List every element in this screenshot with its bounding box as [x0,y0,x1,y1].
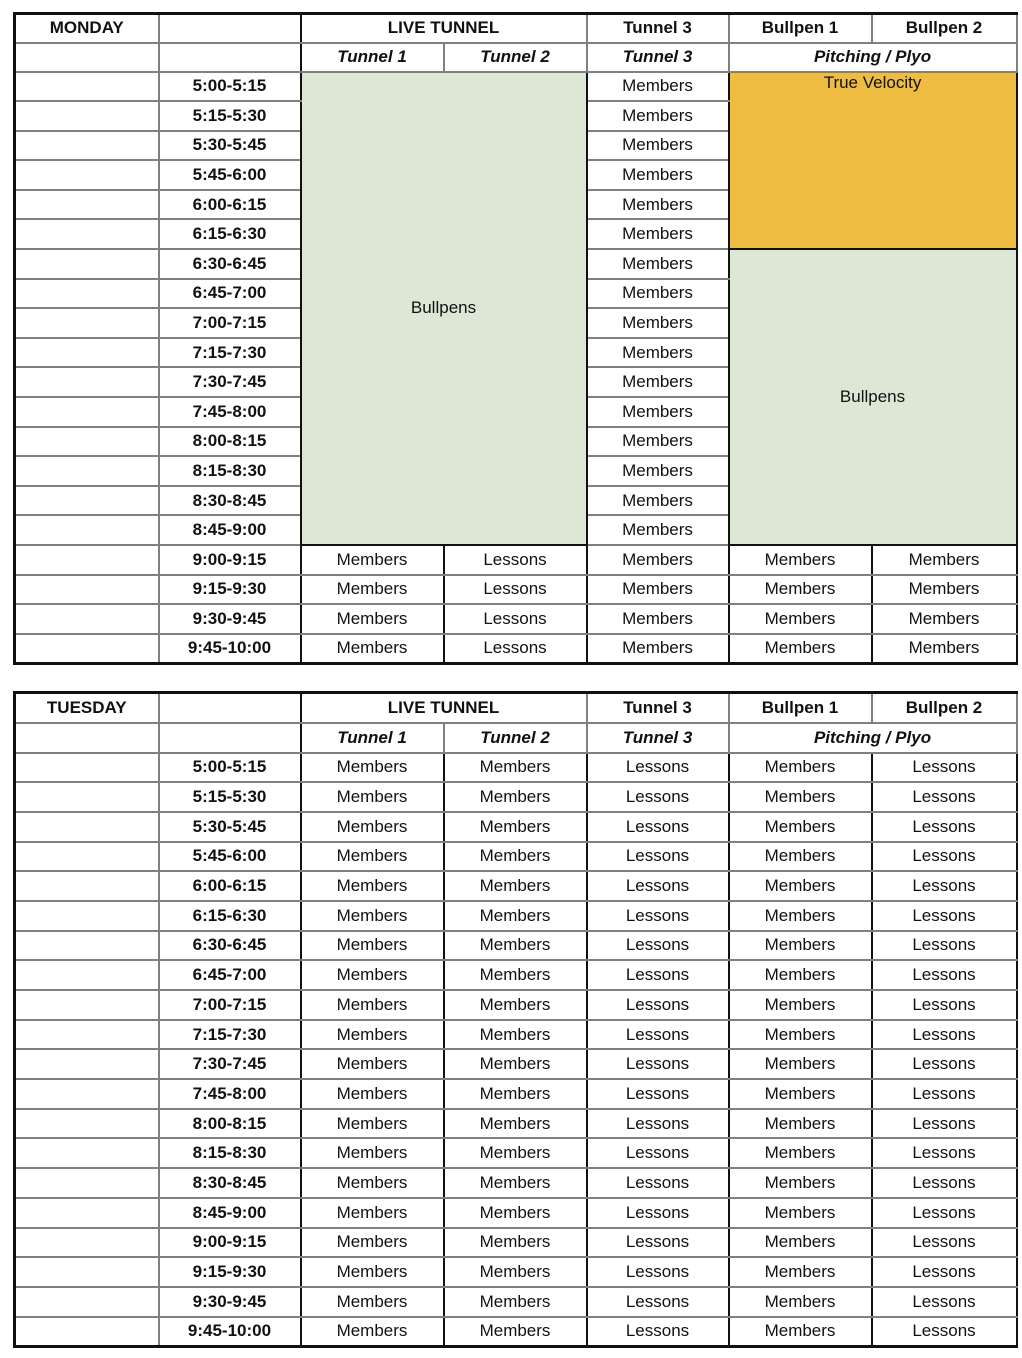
tunnel3-cell: Members [587,634,729,664]
tunnel1-cell: Members [301,1020,444,1050]
tunnel3-cell: Lessons [587,1317,729,1347]
table-row [15,634,1017,664]
time-slot: 8:30-8:45 [159,1168,301,1198]
empty-cell [15,427,159,457]
time-slot: 9:30-9:45 [159,604,301,634]
bullpen2-cell: Lessons [872,1109,1017,1139]
tunnel3-cell: Members [587,545,729,575]
pitching-bullpens-block: Bullpens [729,249,1017,545]
bullpen1-cell: Members [729,871,872,901]
bullpen2-cell: Lessons [872,871,1017,901]
day-label: TUESDAY [15,693,159,723]
tunnel2-cell: Members [444,1109,587,1139]
time-slot: 7:00-7:15 [159,308,301,338]
empty-cell [15,219,159,249]
time-slot: 8:00-8:15 [159,1109,301,1139]
bullpen1-cell: Members [729,901,872,931]
bullpen2-cell: Lessons [872,990,1017,1020]
tunnel3-cell: Lessons [587,990,729,1020]
table-row [15,604,1017,634]
bullpen1-cell: Members [729,545,872,575]
bullpen2-cell: Lessons [872,1198,1017,1228]
empty-sub [15,43,159,72]
time-slot: 9:30-9:45 [159,1287,301,1317]
table-row [15,1079,1017,1109]
tunnel3-cell: Lessons [587,753,729,783]
tunnel2-cell: Members [444,1079,587,1109]
empty-cell [15,101,159,131]
time-slot: 8:00-8:15 [159,427,301,457]
tunnel3-cell: Members [587,575,729,605]
tunnel3-cell: Members [587,308,729,338]
header-live-tunnel: LIVE TUNNEL [301,693,587,723]
time-slot: 7:30-7:45 [159,1049,301,1079]
tunnel1-cell: Members [301,990,444,1020]
time-slot: 7:15-7:30 [159,1020,301,1050]
tunnel2-cell: Members [444,1228,587,1258]
tunnel1-cell: Members [301,871,444,901]
empty-cell [15,1198,159,1228]
bullpen1-cell: Members [729,575,872,605]
tunnel2-cell: Members [444,782,587,812]
tunnel3-cell: Lessons [587,1049,729,1079]
table-row [15,871,1017,901]
table-row [15,901,1017,931]
tunnel2-cell: Lessons [444,545,587,575]
header-bullpen1: Bullpen 1 [729,693,872,723]
bullpen2-cell: Lessons [872,1257,1017,1287]
bullpen1-cell: Members [729,1109,872,1139]
sub-tunnel3: Tunnel 3 [587,43,729,72]
tunnel3-cell: Lessons [587,871,729,901]
table-row [15,1198,1017,1228]
tunnel3-cell: Lessons [587,931,729,961]
tunnel1-cell: Members [301,782,444,812]
tunnel3-cell: Lessons [587,901,729,931]
header-live-tunnel: LIVE TUNNEL [301,14,587,43]
time-slot: 5:00-5:15 [159,72,301,102]
bullpen1-cell: Members [729,634,872,664]
tunnel1-cell: Members [301,634,444,664]
sub-tunnel1: Tunnel 1 [301,43,444,72]
bullpen2-cell: Lessons [872,1020,1017,1050]
empty-cell [15,604,159,634]
empty-cell [15,634,159,664]
table-row [15,1257,1017,1287]
tunnel1-cell: Members [301,1228,444,1258]
bullpen1-cell: Members [729,1228,872,1258]
table-row [15,782,1017,812]
time-slot: 6:15-6:30 [159,219,301,249]
bullpen1-cell: Members [729,842,872,872]
tunnel2-cell: Members [444,1257,587,1287]
tunnel2-cell: Members [444,871,587,901]
sub-tunnel3: Tunnel 3 [587,723,729,753]
time-slot: 8:45-9:00 [159,515,301,545]
tunnel1-cell: Members [301,575,444,605]
time-slot: 6:00-6:15 [159,871,301,901]
time-slot: 9:00-9:15 [159,545,301,575]
tunnel3-cell: Members [587,101,729,131]
tunnel3-cell: Members [587,131,729,161]
tunnel2-cell: Members [444,1168,587,1198]
table-row [15,1020,1017,1050]
tunnel2-cell: Members [444,990,587,1020]
tunnel1-cell: Members [301,1138,444,1168]
time-slot: 6:15-6:30 [159,901,301,931]
table-row [15,812,1017,842]
empty-cell [15,308,159,338]
time-slot: 9:00-9:15 [159,1228,301,1258]
time-slot: 6:00-6:15 [159,190,301,220]
empty-sub [15,723,159,753]
time-slot: 9:45-10:00 [159,1317,301,1347]
bullpen2-cell: Lessons [872,812,1017,842]
bullpen1-cell: Members [729,1198,872,1228]
empty-cell [15,960,159,990]
empty-cell [15,486,159,516]
empty-cell [15,160,159,190]
bullpen1-cell: Members [729,782,872,812]
bullpen1-cell: Members [729,1168,872,1198]
bullpen1-cell: Members [729,1287,872,1317]
empty-cell [15,190,159,220]
tunnel3-cell: Members [587,279,729,309]
table-row [15,1317,1017,1347]
table-row [15,990,1017,1020]
empty-cell [15,1020,159,1050]
tunnel2-cell: Members [444,1138,587,1168]
empty-cell [15,1317,159,1347]
table-row [15,931,1017,961]
tunnel2-cell: Members [444,1317,587,1347]
tunnel2-cell: Members [444,1020,587,1050]
table-row [15,1287,1017,1317]
empty-cell [15,1109,159,1139]
tunnel1-cell: Members [301,1168,444,1198]
time-slot: 7:45-8:00 [159,1079,301,1109]
empty-cell [15,1079,159,1109]
time-slot: 5:30-5:45 [159,131,301,161]
empty-cell [15,812,159,842]
table-row [15,1138,1017,1168]
time-slot: 6:30-6:45 [159,249,301,279]
empty-sub [159,43,301,72]
time-slot: 9:15-9:30 [159,1257,301,1287]
empty-cell [15,72,159,102]
tunnel3-cell: Lessons [587,1198,729,1228]
tunnel3-cell: Members [587,219,729,249]
time-slot: 8:15-8:30 [159,1138,301,1168]
tunnel2-cell: Members [444,1049,587,1079]
tunnel3-cell: Members [587,160,729,190]
tunnel2-cell: Lessons [444,634,587,664]
bullpen1-cell: Members [729,1079,872,1109]
empty-cell [15,249,159,279]
tunnel1-cell: Members [301,1257,444,1287]
bullpen2-cell: Lessons [872,782,1017,812]
bullpen2-cell: Members [872,545,1017,575]
header-bullpen2: Bullpen 2 [872,693,1017,723]
table-row [15,72,1017,102]
time-slot: 5:15-5:30 [159,782,301,812]
tunnel3-cell: Members [587,367,729,397]
empty-cell [15,131,159,161]
tunnel2-cell: Members [444,1198,587,1228]
bullpen2-cell: Lessons [872,931,1017,961]
tunnel3-cell: Members [587,190,729,220]
day-label: MONDAY [15,14,159,43]
tunnel1-cell: Members [301,1287,444,1317]
time-slot: 6:30-6:45 [159,931,301,961]
tunnel3-cell: Members [587,397,729,427]
bullpen1-cell: Members [729,1138,872,1168]
bullpen2-cell: Members [872,634,1017,664]
empty-cell [15,901,159,931]
tunnel3-cell: Members [587,604,729,634]
table-row [15,575,1017,605]
empty-header [159,693,301,723]
empty-cell [15,990,159,1020]
tunnel1-cell: Members [301,812,444,842]
table-row [15,960,1017,990]
time-slot: 6:45-7:00 [159,960,301,990]
empty-cell [15,1287,159,1317]
bullpen1-cell: Members [729,1049,872,1079]
empty-cell [15,397,159,427]
bullpen2-cell: Lessons [872,1168,1017,1198]
sub-pitching-plyo: Pitching / Plyo [729,43,1017,72]
empty-cell [15,782,159,812]
empty-cell [15,338,159,368]
bullpen1-cell: Members [729,990,872,1020]
tunnel3-cell: Members [587,427,729,457]
bullpen1-cell: Members [729,960,872,990]
time-slot: 8:30-8:45 [159,486,301,516]
empty-cell [15,1049,159,1079]
bullpen1-cell: Members [729,931,872,961]
sub-pitching-plyo: Pitching / Plyo [729,723,1017,753]
tunnel1-cell: Members [301,753,444,783]
bullpen2-cell: Lessons [872,1138,1017,1168]
empty-cell [15,456,159,486]
tunnel2-cell: Members [444,842,587,872]
tunnel1-cell: Members [301,1317,444,1347]
tunnel2-cell: Members [444,753,587,783]
empty-cell [15,842,159,872]
tunnel2-cell: Members [444,931,587,961]
tunnel2-cell: Members [444,960,587,990]
empty-cell [15,1257,159,1287]
tunnel3-cell: Members [587,338,729,368]
tunnel3-cell: Lessons [587,1079,729,1109]
empty-cell [15,279,159,309]
table-row [15,1109,1017,1139]
sub-tunnel2: Tunnel 2 [444,43,587,72]
time-slot: 5:45-6:00 [159,842,301,872]
time-slot: 7:00-7:15 [159,990,301,1020]
bullpen2-cell: Lessons [872,960,1017,990]
bullpen1-cell: Members [729,1317,872,1347]
empty-cell [15,1138,159,1168]
tunnel3-cell: Members [587,486,729,516]
bullpen2-cell: Lessons [872,1228,1017,1258]
tunnel3-cell: Lessons [587,1228,729,1258]
tunnel2-cell: Members [444,1287,587,1317]
bullpen2-cell: Lessons [872,1079,1017,1109]
table-row [15,753,1017,783]
tunnel1-cell: Members [301,960,444,990]
empty-cell [15,1228,159,1258]
tunnel1-cell: Members [301,931,444,961]
bullpen1-cell: Members [729,753,872,783]
tunnel3-cell: Members [587,249,729,279]
tunnel1-cell: Members [301,1079,444,1109]
tunnel3-cell: Lessons [587,782,729,812]
tuesday-schedule [13,691,1018,1348]
empty-header [159,14,301,43]
empty-cell [15,753,159,783]
table-row [15,1168,1017,1198]
time-slot: 5:30-5:45 [159,812,301,842]
tunnel3-cell: Lessons [587,960,729,990]
time-slot: 8:45-9:00 [159,1198,301,1228]
empty-cell [15,515,159,545]
monday-schedule [13,12,1018,665]
tunnel3-cell: Lessons [587,812,729,842]
bullpen2-cell: Lessons [872,753,1017,783]
bullpen2-cell: Members [872,604,1017,634]
bullpen1-cell: Members [729,1020,872,1050]
table-row [15,545,1017,575]
tunnel3-cell: Members [587,515,729,545]
bullpen2-cell: Lessons [872,1317,1017,1347]
header-tunnel3: Tunnel 3 [587,14,729,43]
tunnel2-cell: Members [444,901,587,931]
tunnel1-cell: Members [301,545,444,575]
header-bullpen2: Bullpen 2 [872,14,1017,43]
tunnel3-cell: Lessons [587,1109,729,1139]
time-slot: 7:30-7:45 [159,367,301,397]
tunnel1-cell: Members [301,1109,444,1139]
empty-cell [15,871,159,901]
sub-tunnel2: Tunnel 2 [444,723,587,753]
empty-cell [15,545,159,575]
tunnel3-cell: Lessons [587,842,729,872]
tunnel1-cell: Members [301,842,444,872]
empty-cell [15,575,159,605]
bullpen2-cell: Lessons [872,842,1017,872]
sub-tunnel1: Tunnel 1 [301,723,444,753]
header-bullpen1: Bullpen 1 [729,14,872,43]
time-slot: 9:45-10:00 [159,634,301,664]
time-slot: 9:15-9:30 [159,575,301,605]
time-slot: 8:15-8:30 [159,456,301,486]
tunnel1-cell: Members [301,901,444,931]
bullpen2-cell: Members [872,575,1017,605]
tunnel3-cell: Lessons [587,1020,729,1050]
tunnel3-cell: Members [587,456,729,486]
tunnel1-cell: Members [301,1198,444,1228]
bullpen2-cell: Lessons [872,901,1017,931]
time-slot: 5:45-6:00 [159,160,301,190]
time-slot: 7:45-8:00 [159,397,301,427]
time-slot: 7:15-7:30 [159,338,301,368]
bullpen2-cell: Lessons [872,1049,1017,1079]
tunnel3-cell: Lessons [587,1138,729,1168]
tunnel1-cell: Members [301,1049,444,1079]
header-tunnel3: Tunnel 3 [587,693,729,723]
empty-cell [15,367,159,397]
tunnel3-cell: Lessons [587,1287,729,1317]
bullpen1-cell: Members [729,812,872,842]
tunnel2-cell: Lessons [444,604,587,634]
live-tunnel-bullpens-block: Bullpens [301,72,587,546]
time-slot: 5:15-5:30 [159,101,301,131]
time-slot: 6:45-7:00 [159,279,301,309]
tunnel3-cell: Members [587,72,729,102]
table-row [15,842,1017,872]
tunnel3-cell: Lessons [587,1257,729,1287]
table-row [15,1049,1017,1079]
bullpen1-cell: Members [729,1257,872,1287]
tunnel1-cell: Members [301,604,444,634]
tunnel2-cell: Lessons [444,575,587,605]
time-slot: 5:00-5:15 [159,753,301,783]
bullpen2-cell: Lessons [872,1287,1017,1317]
tunnel3-cell: Lessons [587,1168,729,1198]
empty-cell [15,1168,159,1198]
table-row [15,1228,1017,1258]
empty-cell [15,931,159,961]
bullpen1-cell: Members [729,604,872,634]
true-velocity-block: True Velocity [729,72,1017,250]
empty-sub [159,723,301,753]
tunnel2-cell: Members [444,812,587,842]
